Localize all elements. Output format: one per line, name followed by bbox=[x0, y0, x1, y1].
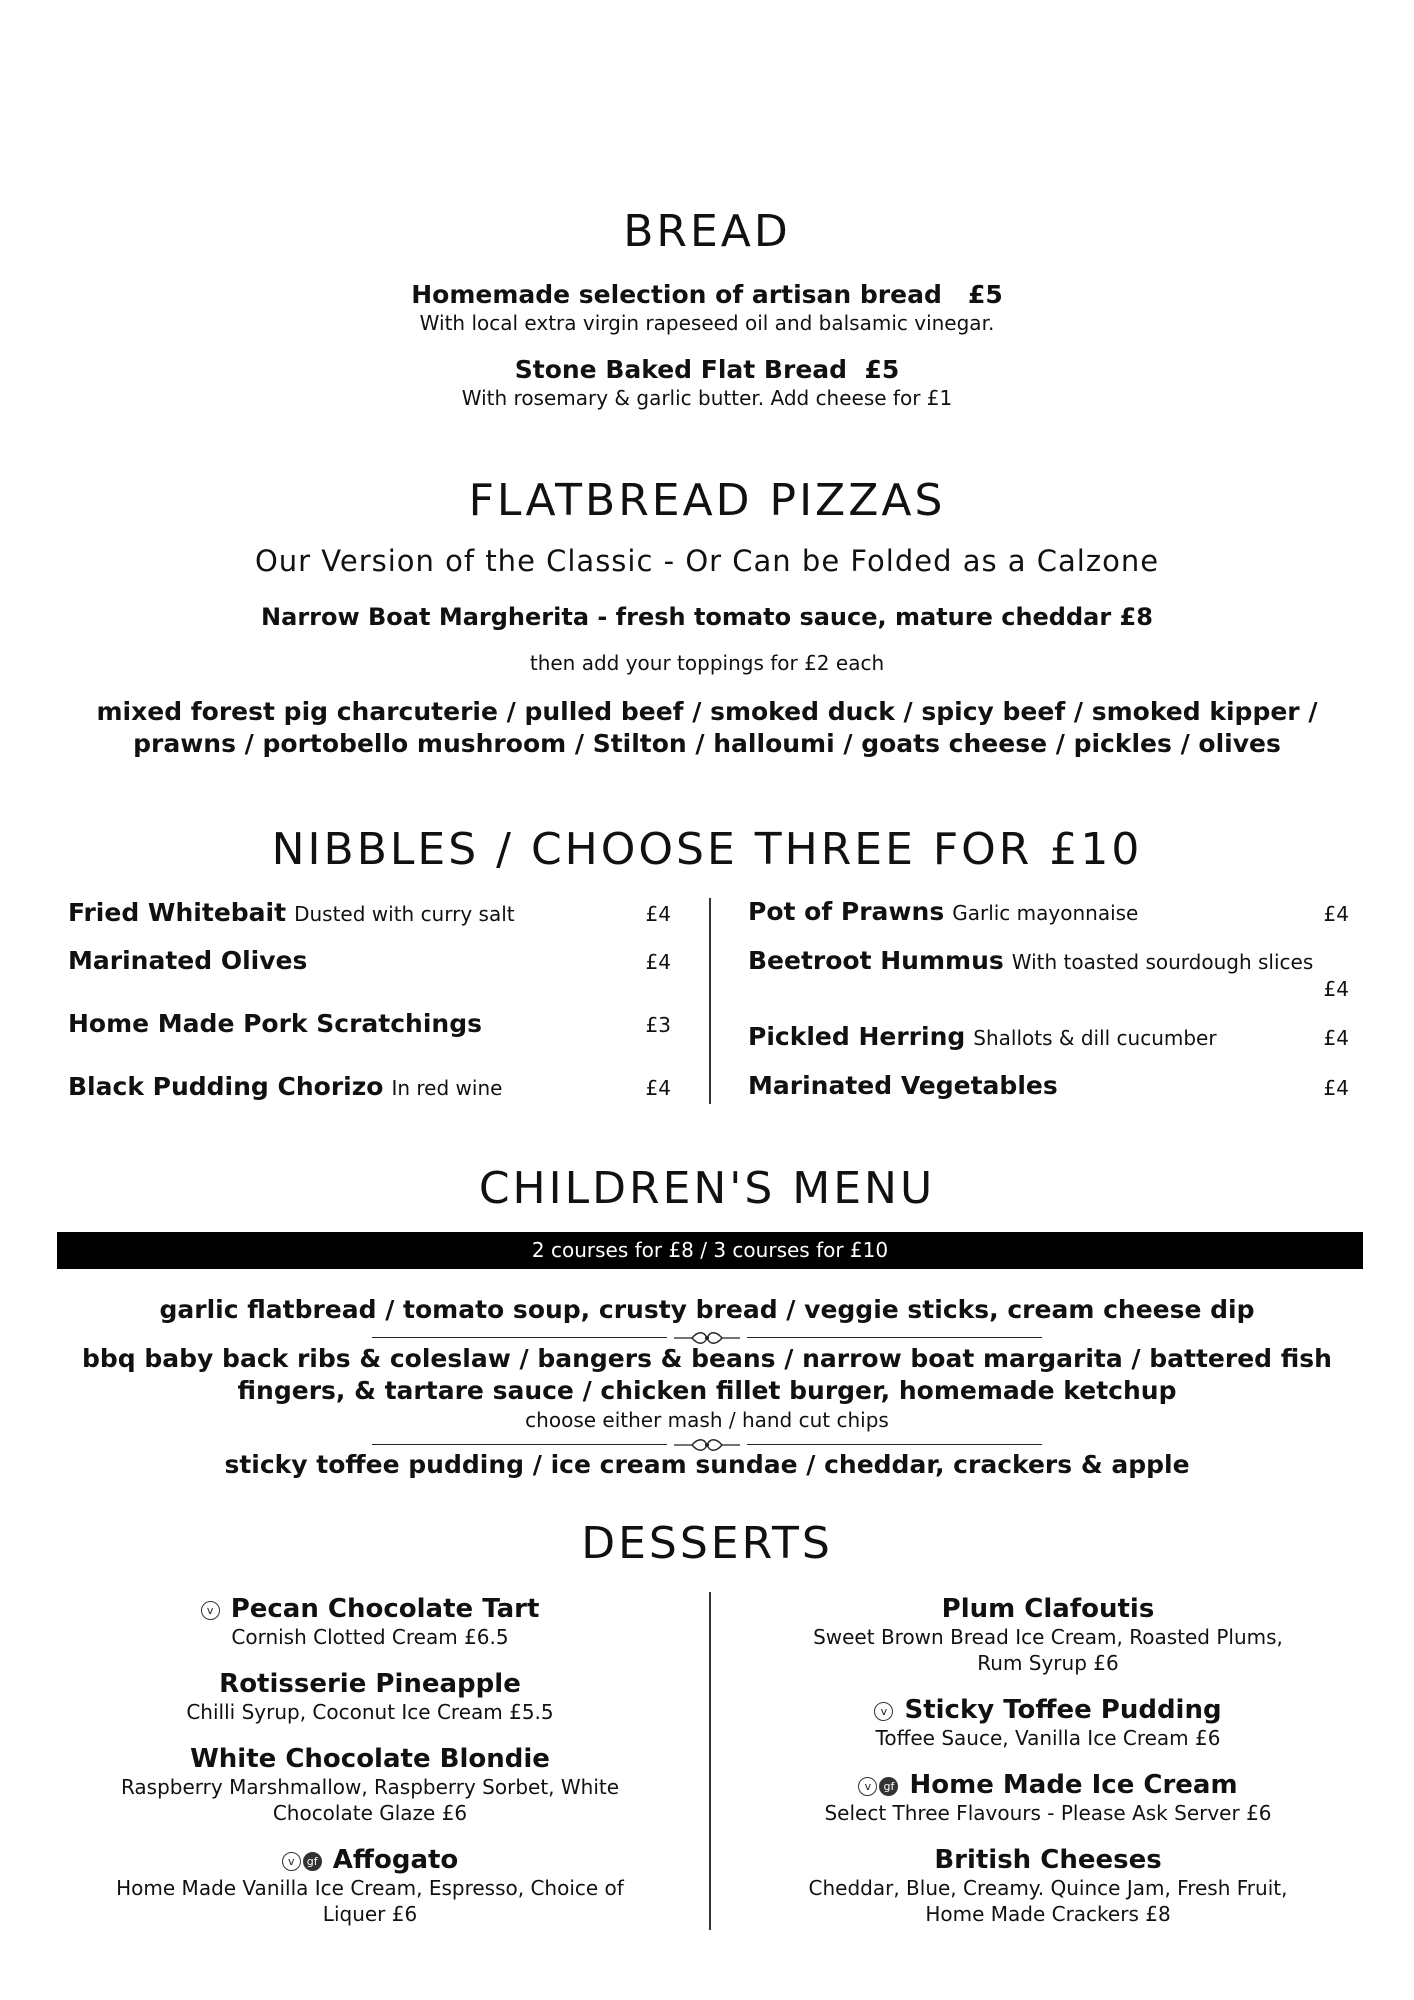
pizzas-margherita: Narrow Boat Margherita - fresh tomato sauce, mature cheddar £8 bbox=[261, 603, 1153, 631]
children-mains-line-1: bbq baby back ribs & coleslaw / bangers & beans / narrow boat margarita / battered fish bbox=[82, 1344, 1332, 1373]
nibble-price: £4 bbox=[645, 1076, 671, 1100]
gluten-free-icon: gf bbox=[879, 1777, 898, 1796]
dessert-name: v gf Affogato bbox=[60, 1845, 680, 1875]
nibble-price: £4 bbox=[1323, 977, 1349, 1001]
nibble-price: £4 bbox=[645, 950, 671, 974]
nibble-name: Black Pudding Chorizo bbox=[68, 1072, 384, 1101]
nibble-price: £4 bbox=[1323, 1076, 1349, 1100]
nibble-price: £4 bbox=[645, 902, 671, 926]
dessert-desc-line-1: Cheddar, Blue, Creamy. Quince Jam, Fresh Fruit, bbox=[808, 1876, 1288, 1900]
dessert-desc-line-1: Raspberry Marshmallow, Raspberry Sorbet, White bbox=[120, 1775, 620, 1799]
bread-item-2-desc: With rosemary & garlic butter. Add cheese for £1 bbox=[461, 386, 953, 410]
gluten-free-icon: gf bbox=[303, 1852, 322, 1871]
desserts-right-column bbox=[738, 0, 1358, 2000]
children-mains-line-2: fingers, & tartare sauce / chicken fillet burger, homemade ketchup bbox=[237, 1376, 1177, 1405]
nibble-name: Marinated Olives bbox=[68, 946, 308, 975]
dessert-name: British Cheeses bbox=[934, 1845, 1162, 1875]
pizzas-toppings-line-1: mixed forest pig charcuterie / pulled beef / smoked duck / spicy beef / smoked kipper / bbox=[96, 697, 1318, 726]
nibbles-divider bbox=[709, 898, 711, 1104]
nibble-price: £4 bbox=[1323, 1026, 1349, 1050]
dessert-desc: Select Three Flavours - Please Ask Server £6 bbox=[824, 1801, 1272, 1825]
dessert-desc-line-1: Sweet Brown Bread Ice Cream, Roasted Plums, bbox=[813, 1625, 1283, 1649]
nibble-name: Pickled Herring bbox=[748, 1022, 966, 1051]
bread-heading: BREAD bbox=[623, 206, 791, 257]
dessert-desc-line-2: Rum Syrup £6 bbox=[977, 1651, 1119, 1675]
desserts-heading: DESSERTS bbox=[581, 1518, 833, 1569]
desserts-left-column bbox=[60, 0, 680, 2000]
children-price-text: 2 courses for £8 / 3 courses for £10 bbox=[531, 1238, 889, 1262]
dessert-desc: Toffee Sauce, Vanilla Ice Cream £6 bbox=[875, 1726, 1221, 1750]
nibble-desc: Dusted with curry salt bbox=[294, 902, 515, 926]
children-heading: CHILDREN'S MENU bbox=[478, 1163, 936, 1214]
vegetarian-icon: v bbox=[858, 1777, 877, 1796]
children-desserts: sticky toffee pudding / ice cream sundae / cheddar, crackers & apple bbox=[224, 1450, 1190, 1479]
children-starters: garlic flatbread / tomato soup, crusty bread / veggie sticks, cream cheese dip bbox=[159, 1295, 1255, 1324]
pizzas-toppings-line-2: prawns / portobello mushroom / Stilton / halloumi / goats cheese / pickles / olives bbox=[133, 729, 1281, 758]
desserts-divider bbox=[709, 1592, 711, 1930]
bread-item-1-desc: With local extra virgin rapeseed oil and balsamic vinegar. bbox=[419, 311, 995, 335]
nibble-desc: With toasted sourdough slices bbox=[1011, 950, 1314, 974]
dessert-name: White Chocolate Blondie bbox=[190, 1744, 550, 1774]
nibble-name: Fried Whitebait bbox=[68, 898, 287, 927]
vegetarian-icon: v bbox=[201, 1601, 220, 1620]
nibble-desc: Garlic mayonnaise bbox=[952, 901, 1139, 925]
vegetarian-icon: v bbox=[874, 1702, 893, 1721]
bread-item-1-name: Homemade selection of artisan bread bbox=[411, 280, 942, 309]
nibble-name: Home Made Pork Scratchings bbox=[68, 1009, 483, 1038]
dessert-name: v Pecan Chocolate Tart bbox=[60, 1594, 680, 1624]
children-mains-note: choose either mash / hand cut chips bbox=[525, 1408, 889, 1432]
nibble-name: Beetroot Hummus bbox=[748, 946, 1004, 975]
dessert-desc-line-1: Home Made Vanilla Ice Cream, Espresso, Choice of bbox=[116, 1876, 624, 1900]
nibble-name: Pot of Prawns bbox=[748, 897, 945, 926]
nibble-name: Marinated Vegetables bbox=[748, 1071, 1058, 1100]
dessert-desc-line-2: Home Made Crackers £8 bbox=[925, 1902, 1171, 1926]
nibble-price: £4 bbox=[1323, 902, 1349, 926]
bread-item-2-price: £5 bbox=[864, 355, 900, 384]
pizzas-heading: FLATBREAD PIZZAS bbox=[468, 475, 946, 526]
vegetarian-icon: v bbox=[282, 1852, 301, 1871]
bread-item-2-name: Stone Baked Flat Bread bbox=[514, 355, 848, 384]
dessert-name: Plum Clafoutis bbox=[941, 1594, 1155, 1624]
nibble-desc: Shallots & dill cucumber bbox=[973, 1026, 1217, 1050]
dessert-name: Rotisserie Pineapple bbox=[219, 1669, 521, 1699]
nibble-price: £3 bbox=[645, 1013, 671, 1037]
pizzas-toppings-note: then add your toppings for £2 each bbox=[529, 651, 885, 675]
dessert-desc: Chilli Syrup, Coconut Ice Cream £5.5 bbox=[186, 1700, 554, 1724]
dessert-name: v Sticky Toffee Pudding bbox=[738, 1695, 1358, 1725]
dessert-desc: Cornish Clotted Cream £6.5 bbox=[231, 1625, 509, 1649]
nibble-desc: In red wine bbox=[391, 1076, 503, 1100]
nibbles-heading: NIBBLES / CHOOSE THREE FOR £10 bbox=[271, 824, 1143, 875]
dessert-desc-line-2: Chocolate Glaze £6 bbox=[272, 1801, 468, 1825]
dessert-name: v gf Home Made Ice Cream bbox=[738, 1770, 1358, 1800]
dessert-desc-line-2: Liquer £6 bbox=[322, 1902, 418, 1926]
pizzas-subtitle: Our Version of the Classic - Or Can be Folded as a Calzone bbox=[254, 544, 1160, 578]
bread-item-1-price: £5 bbox=[967, 280, 1003, 309]
